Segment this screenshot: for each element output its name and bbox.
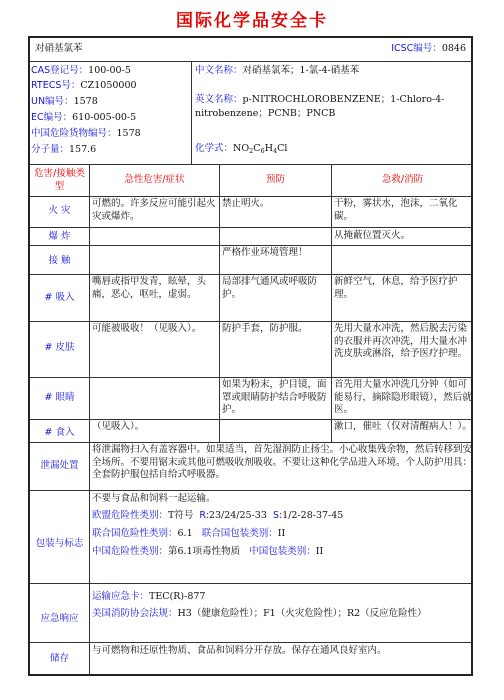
un-value: 1578 [73,96,98,107]
rtecs-value: CZ1050000 [80,80,137,91]
eu-class-value: T符号 [168,510,194,521]
emergency-card-row [92,591,205,604]
formula-value: $NO_2C_6H_4Cl$ [233,143,288,155]
type-eyes: # 眼睛 [44,392,75,403]
r-label: R: [199,510,209,521]
un-pack-value: II [277,528,286,539]
prevent-inhalation: 局部排气通风或呼吸防护。 [222,276,318,300]
en-name-value-2: nitrobenzene；PCNB；PNCB [195,108,336,119]
cas-label: CAS登记号： [31,65,89,76]
icsc-number [391,43,466,56]
aid-skin: 先用大量水冲洗，然后脱去污染的衣服并再次冲洗，用大量水冲洗皮肤或淋浴，给予医疗护理。 [334,323,468,359]
nfpa-row [92,608,470,621]
symptom-inhalation: 嘴唇或指甲发青，眩晕，头痛，恶心，呕吐，虚弱。 [92,276,207,300]
chemical-name: 对硝基氯苯 [35,43,83,54]
aid-inhalation: 新鲜空气，休息，给予医疗护理。 [334,276,458,300]
cas-row [31,65,131,78]
cn-name-row [195,65,359,78]
cn-pack-value: II [315,546,324,557]
prevent-eyes: 如果为粉末，护目镜，面罩或眼睛防护结合呼吸防护。 [222,379,327,415]
type-contact: 接 触 [48,255,71,266]
aid-eyes: 首先用大量水冲洗几分钟（如可能易行，摘除隐形眼镜），然后就医。 [334,379,472,415]
storage-text: 与可燃物和还原性物质、食品和饲料分开存放。保存在通风良好室内。 [92,645,387,656]
emergency-label: 应急响应 [40,613,79,624]
cn-name-value: 对硝基氯苯；1-氯-4-硝基苯 [242,65,360,76]
spill-text: 将泄漏物扫入有盖容器中。如果适当，首先湿润防止扬尘。小心收集残余物，然后转移到安全场所。不要用锯末或其他可燃吸收剂吸收。不要让这种化学品进入环境。个人防护用具：全套防护服包括自给式呼吸器。 [92,444,473,480]
prevent-fire: 禁止明火。 [222,198,270,209]
cas-value: 100-00-5 [88,65,131,76]
ec-row [31,112,136,125]
ec-label: EC编号： [31,112,73,123]
type-fire: 火 灾 [48,205,71,216]
nfpa-value: H3（健康危险性）；F1（火灾危险性）；R2（反应危险性） [177,608,427,619]
formula-label: 化学式： [195,143,234,154]
rtecs-row [31,80,137,93]
un-pack-label: 联合国包装类别： [201,528,278,539]
header-aid: 急救/消防 [381,174,424,185]
en-name-label: 英文名称： [195,94,243,105]
icsc-label: ICSC编号： [391,43,442,54]
type-inhalation: # 吸入 [44,292,75,303]
eu-class-row [92,510,343,523]
prevent-skin: 防护手套，防护服。 [222,323,308,334]
type-skin: # 皮肤 [44,342,75,353]
s-label: S: [272,510,283,521]
card-title: 国际化学品安全卡 [176,11,328,31]
un-class-label: 联合国危险性类别： [92,528,178,539]
cn-danger-value: 1578 [116,128,141,139]
cn-class-value: 第6.1项毒性物质 [168,546,241,557]
mw-label: 分子量： [31,144,70,155]
symptom-skin: 可能被吸收！（见吸入）。 [92,323,202,334]
un-class-row [92,528,285,541]
emergency-card-label: 运输应急卡： [92,591,150,602]
icsc-value: 0846 [441,43,466,54]
aid-ingestion: 漱口，催吐（仅对清醒病人！）。 [334,421,472,432]
nfpa-label: 美国消防协会法规： [92,608,178,619]
cn-pack-label: 中国包装类别： [249,546,316,557]
symptom-ingestion: （见吸入）。 [92,421,145,432]
s-value: 1/2-28-37-45 [282,510,344,521]
r-value: 23/24/25-33 [208,510,267,521]
emergency-card-value: TEC(R)-877 [149,591,206,602]
symptom-fire: 可燃的。许多反应可能引起火灾或爆炸。 [92,198,216,222]
type-explosion: 爆 炸 [48,231,71,242]
cn-danger-label: 中国危险货物编号： [31,128,117,139]
prevent-contact: 严格作业环境管理！ [222,247,308,258]
ec-value: 610-005-00-5 [72,112,137,123]
un-label: UN编号： [31,96,74,107]
cn-class-row [92,546,323,559]
mw-row [31,144,96,157]
spill-label: 泄漏处置 [40,460,79,471]
en-name-value-1: p-NITROCHLOROBENZENE；1-Chloro-4- [242,94,445,105]
header-type: 危害/接触类型 [34,168,85,192]
un-row [31,96,98,109]
cn-name-label: 中文名称： [195,65,243,76]
un-class-value: 6.1 [177,528,193,539]
mw-value: 157.6 [69,144,97,155]
eu-class-label: 欧盟危险性类别： [92,510,169,521]
safety-card [28,36,473,676]
rtecs-label: RTECS号： [31,80,81,91]
aid-fire: 干粉，雾状水，泡沫，二氧化碳。 [334,198,458,222]
cn-danger-row [31,128,141,141]
en-name-row [195,94,444,107]
type-ingestion: # 食入 [44,427,75,438]
aid-explosion: 从掩蔽位置灭火。 [334,230,411,241]
storage-label: 储存 [49,653,69,664]
header-prevent: 预防 [265,174,285,185]
packaging-label: 包装与标志 [35,538,84,549]
packaging-line1: 不要与食品和饲料一起运输。 [92,493,216,504]
cn-class-label: 中国危险性类别： [92,546,169,557]
header-symptom: 急性危害/症状 [124,174,185,185]
formula-row [195,143,287,158]
